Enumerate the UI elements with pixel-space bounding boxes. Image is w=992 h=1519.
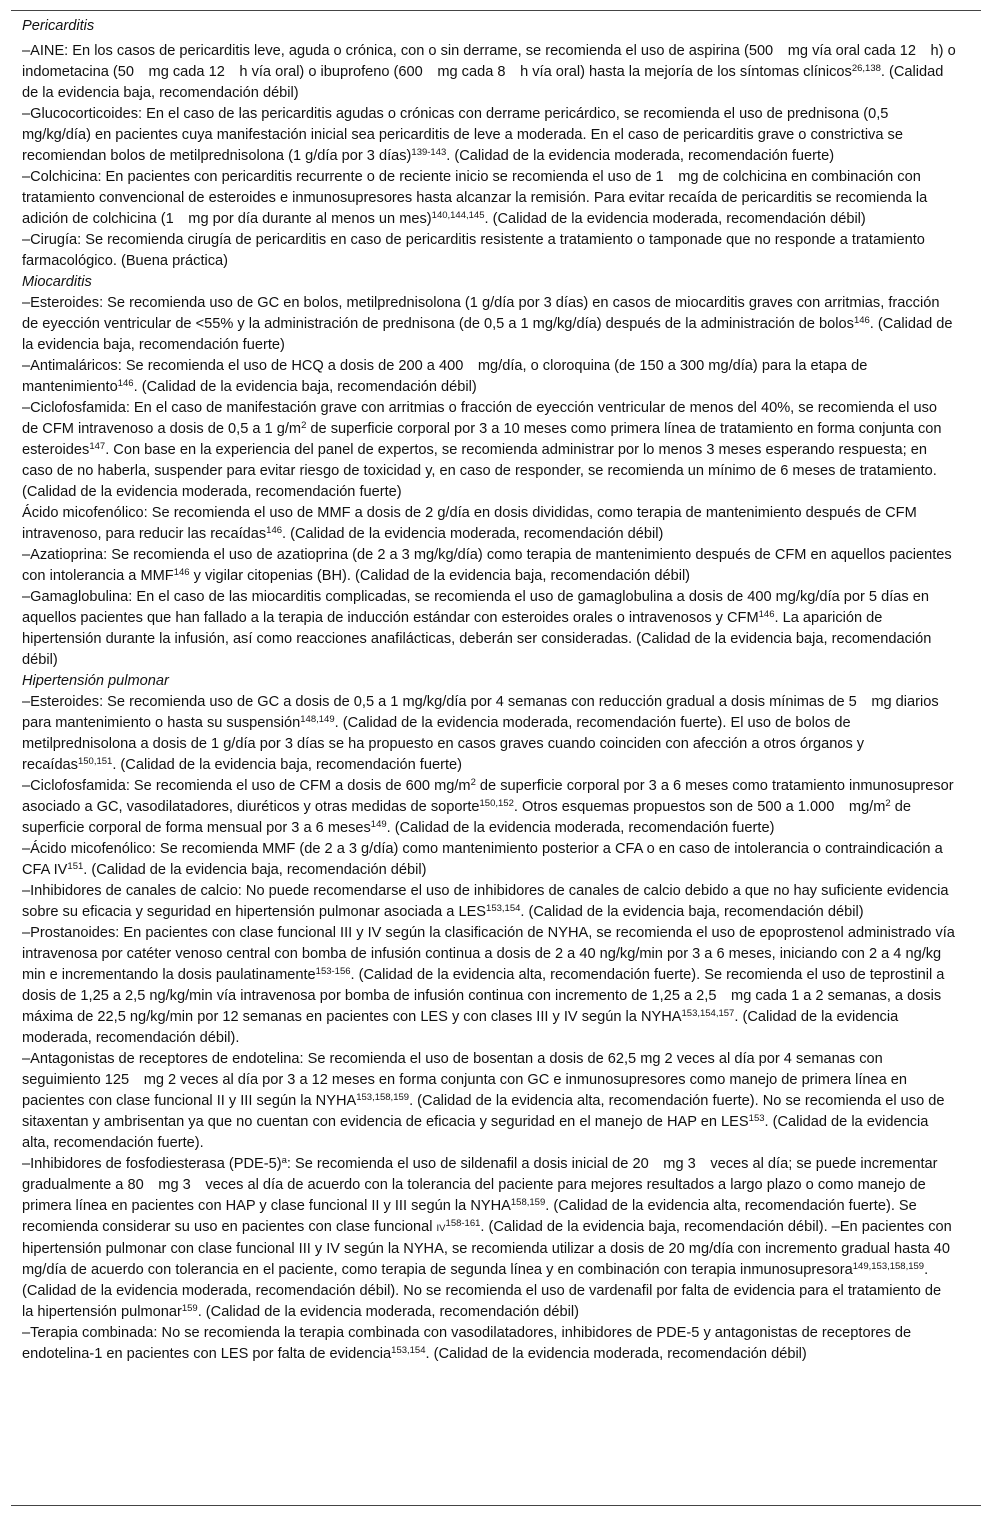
item-azatioprina: –Azatioprina: Se recomienda el uso de azatioprina (de 2 a 3 mg/kg/día) como terapia de mantenimiento después de CFM en aquellos pacientes con intolerancia a MMF$^{146}$ y vigilar citopenias (BH). (Calidad de la evidencia baja, recomendación débil) [22, 547, 952, 584]
item-prostanoides: –Prostanoides: En pacientes con clase funcional III y IV según la clasificación de NYHA, se recomienda el uso de epoprostenol administrado vía intravenosa por catéter venoso central con bomba de infusión continua a dosis de 2 a 40 ng/kg/min por 3 a 6 meses, iniciando con 2 a 4 ng/kg min e incrementando la dosis paulatinamente$^{153-156}$. (Calidad de la evidencia alta, recomendación fuerte). Se recomienda el uso de teprostinil a dosis de 1,25 a 2,5 ng/kg/min vía intravenosa por bomba de infusión continua con incremento de 1,25 a 2,5 mg cada 1 a 2 semanas, a dosis máxima de 22,5 ng/kg/min por 12 semanas en pacientes con LES y con clases III y IV según la NYHA$^{153,154,157}$. (Calidad de la evidencia moderada, recomendación débil). [22, 925, 955, 1046]
item-glucocorticoides: –Glucocorticoides: En el caso de las pericarditis agudas o crónicas con derrame pericárdico, se recomienda el uso de prednisona (0,5 mg/kg/día) en pacientes cuya manifestación inicial sea pericarditis de leve a moderada. En el caso de pericarditis grave o constrictiva se recomiendan bolos de metilprednisolona (1 g/día por 3 días)$^{139-143}$. (Calidad de la evidencia moderada, recomendación fuerte) [22, 106, 903, 164]
recommendations-table [11, 10, 981, 1506]
item-acido-micofenolico-hp: –Ácido micofenólico: Se recomienda MMF (de 2 a 3 g/día) como mantenimiento posterior a CFA o en caso de intolerancia o contraindicación a CFA IV$^{151}$. (Calidad de la evidencia baja, recomendación débil) [22, 841, 943, 878]
item-inhibidores-pde5: –Inhibidores de fosfodiesterasa $(PDE-5)^a$: Se recomienda el uso de sildenafil a dosis inicial de 20 mg 3 veces al día; se puede incrementar gradualmente a 80 mg 3 veces al día de acuerdo con la tolerancia del paciente para mejores resultados a largo plazo o como manejo de primera línea en pacientes con HAP y clase funcional II y III según la NYHA$^{158,159}$. (Calidad de la evidencia alta, recomendación fuerte). Se recomienda considerar su uso en pacientes con clase funcional IV$^{158-161}$. (Calidad de la evidencia baja, recomendación débil). –En pacientes con hipertensión pulmonar con clase funcional III y IV según la NYHA, se recomienda utilizar a dosis de 20 mg/día con incremento gradual hasta 40 mg/día de acuerdo con tolerancia en el paciente, como terapia de segunda línea y en combinación con terapia inmunosupresora$^{149,153,158,159}$. (Calidad de la evidencia moderada, recomendación débil). No se recomienda el uso de vardenafil por falta de evidencia para el tratamiento de la hipertensión pulmonar$^{159}$. (Calidad de la evidencia moderada, recomendación débil) [22, 1155, 952, 1320]
item-inhibidores-calcio: –Inhibidores de canales de calcio: No puede recomendarse el uso de inhibidores de canales de calcio debido a que no hay suficiente evidencia sobre su eficacia y seguridad en hipertensión pulmonar asociada a LES$^{153,154}$. (Calidad de la evidencia baja, recomendación débil) [22, 883, 949, 920]
item-cirugia: –Cirugía: Se recomienda cirugía de pericarditis en caso de pericarditis resistente a tratamiento o tamponade que no responde a tratamiento farmacológico. (Buena práctica) [22, 232, 925, 269]
item-antimalaricos: –Antimaláricos: Se recomienda el uso de HCQ a dosis de 200 a 400 mg/día, o cloroquina (de 150 a 300 mg/día) para la etapa de mantenimiento$^{146}$. (Calidad de la evidencia baja, recomendación débil) [22, 358, 868, 395]
item-ciclofosfamida-mio: –Ciclofosfamida: En el caso de manifestación grave con arritmias o fracción de eyección ventricular de menos del 40%, se recomienda el uso de CFM intravenoso a dosis de 0,5 a 1 $g/m^2$ de superficie corporal por 3 a 10 meses como primera línea de tratamiento en forma conjunta con esteroides$^{147}$. Con base en la experiencia del panel de expertos, se recomienda administrar por lo menos 3 meses esperando respuesta; en caso de no haberla, suspender para evitar riesgo de toxicidad y, en caso de responder, se recomienda un mínimo de 6 meses de tratamiento. (Calidad de la evidencia moderada, recomendación fuerte) [22, 400, 942, 500]
item-antagonistas-endotelina: –Antagonistas de receptores de endotelina: Se recomienda el uso de bosentan a dosis de 62,5 mg 2 veces al día por 4 semanas con seguimiento 125 mg 2 veces al día por 3 a 12 meses en forma conjunta con GC e inmunosupresores como manejo de primera línea en pacientes con clase funcional II y III según la NYHA$^{153,158,159}$. (Calidad de la evidencia alta, recomendación fuerte). No se recomienda el uso de sitaxentan y ambrisentan ya que no cuentan con evidencia de eficacia y seguridad en el manejo de HAP en LES$^{153}$. (Calidad de la evidencia alta, recomendación fuerte). [22, 1051, 945, 1151]
section-title-miocarditis: Miocarditis [22, 274, 92, 290]
item-esteroides-mio: –Esteroides: Se recomienda uso de GC en bolos, metilprednisolona (1 g/día por 3 días) en casos de miocarditis graves con arritmias, fracción de eyección ventricular de <55% y la administración de prednisona (de 0,5 a 1 mg/kg/día) después de la administración de bolos$^{146}$. (Calidad de la evidencia baja, recomendación fuerte) [22, 295, 953, 353]
item-acido-micofenolico-mio: Ácido micofenólico: Se recomienda el uso de MMF a dosis de 2 g/día en dosis divididas, como terapia de mantenimiento después de CFM intravenoso, para reducir las recaídas$^{146}$. (Calidad de la evidencia moderada, recomendación débil) [22, 505, 917, 542]
item-aine: –AINE: En los casos de pericarditis leve, aguda o crónica, con o sin derrame, se recomienda el uso de aspirina (500 mg vía oral cada 12 h) o indometacina (50 mg cada 12 h vía oral) o ibuprofeno (600 mg cada 8 h vía oral) hasta la mejoría de los síntomas clínicos$^{26,138}$. (Calidad de la evidencia baja, recomendación débil) [22, 43, 956, 101]
item-colchicina: –Colchicina: En pacientes con pericarditis recurrente o de reciente inicio se recomienda el uso de 1 mg de colchicina en combinación con tratamiento convencional de esteroides e inmunosupresores hasta alcanzar la remisión. Para evitar recaída de pericarditis se recomienda la adición de colchicina (1 mg por día durante al menos un mes)$^{140,144,145}$. (Calidad de la evidencia moderada, recomendación débil) [22, 169, 928, 227]
item-ciclofosfamida-hp: –Ciclofosfamida: Se recomienda el uso de CFM a dosis de 600 $mg/m^2$ de superficie corporal por 3 a 6 meses como tratamiento inmunosupresor asociado a GC, vasodilatadores, diuréticos y otras medidas de soporte$^{150,152}$. Otros esquemas propuestos son de 500 a 1.000 $mg/m^2$ de superficie corporal de forma mensual por 3 a 6 meses$^{149}$. (Calidad de la evidencia moderada, recomendación fuerte) [22, 777, 954, 836]
section-title-pericarditis: Pericarditis [22, 18, 95, 34]
item-terapia-combinada: –Terapia combinada: No se recomienda la terapia combinada con vasodilatadores, inhibidores de PDE-5 y antagonistas de receptores de endotelina-1 en pacientes con LES por falta de evidencia$^{153,154}$. (Calidad de la evidencia moderada, recomendación débil) [22, 1325, 912, 1362]
item-esteroides-hp: –Esteroides: Se recomienda uso de GC a dosis de 0,5 a 1 mg/kg/día por 4 semanas con reducción gradual a dosis mínimas de 5 mg diarios para mantenimiento o hasta su suspensión$^{148,149}$. (Calidad de la evidencia moderada, recomendación fuerte). El uso de bolos de metilprednisolona a dosis de 1 g/día por 3 días se ha propuesto en casos graves cuando coinciden con afección a otros órganos y recaídas$^{150,151}$. (Calidad de la evidencia baja, recomendación fuerte) [22, 694, 939, 773]
item-gamaglobulina: –Gamaglobulina: En el caso de las miocarditis complicadas, se recomienda el uso de gamaglobulina a dosis de 400 mg/kg/día por 5 días en aquellos pacientes que han fallado a la terapia de inducción estándar con esteroides orales o intravenosos y CFM$^{146}$. La aparición de hipertensión durante la infusión, así como reacciones anafilácticas, deberán ser consideradas. (Calidad de la evidencia baja, recomendación débil) [22, 589, 932, 668]
section-title-hipertension: Hipertensión pulmonar [22, 673, 169, 689]
table-body [11, 11, 956, 1365]
